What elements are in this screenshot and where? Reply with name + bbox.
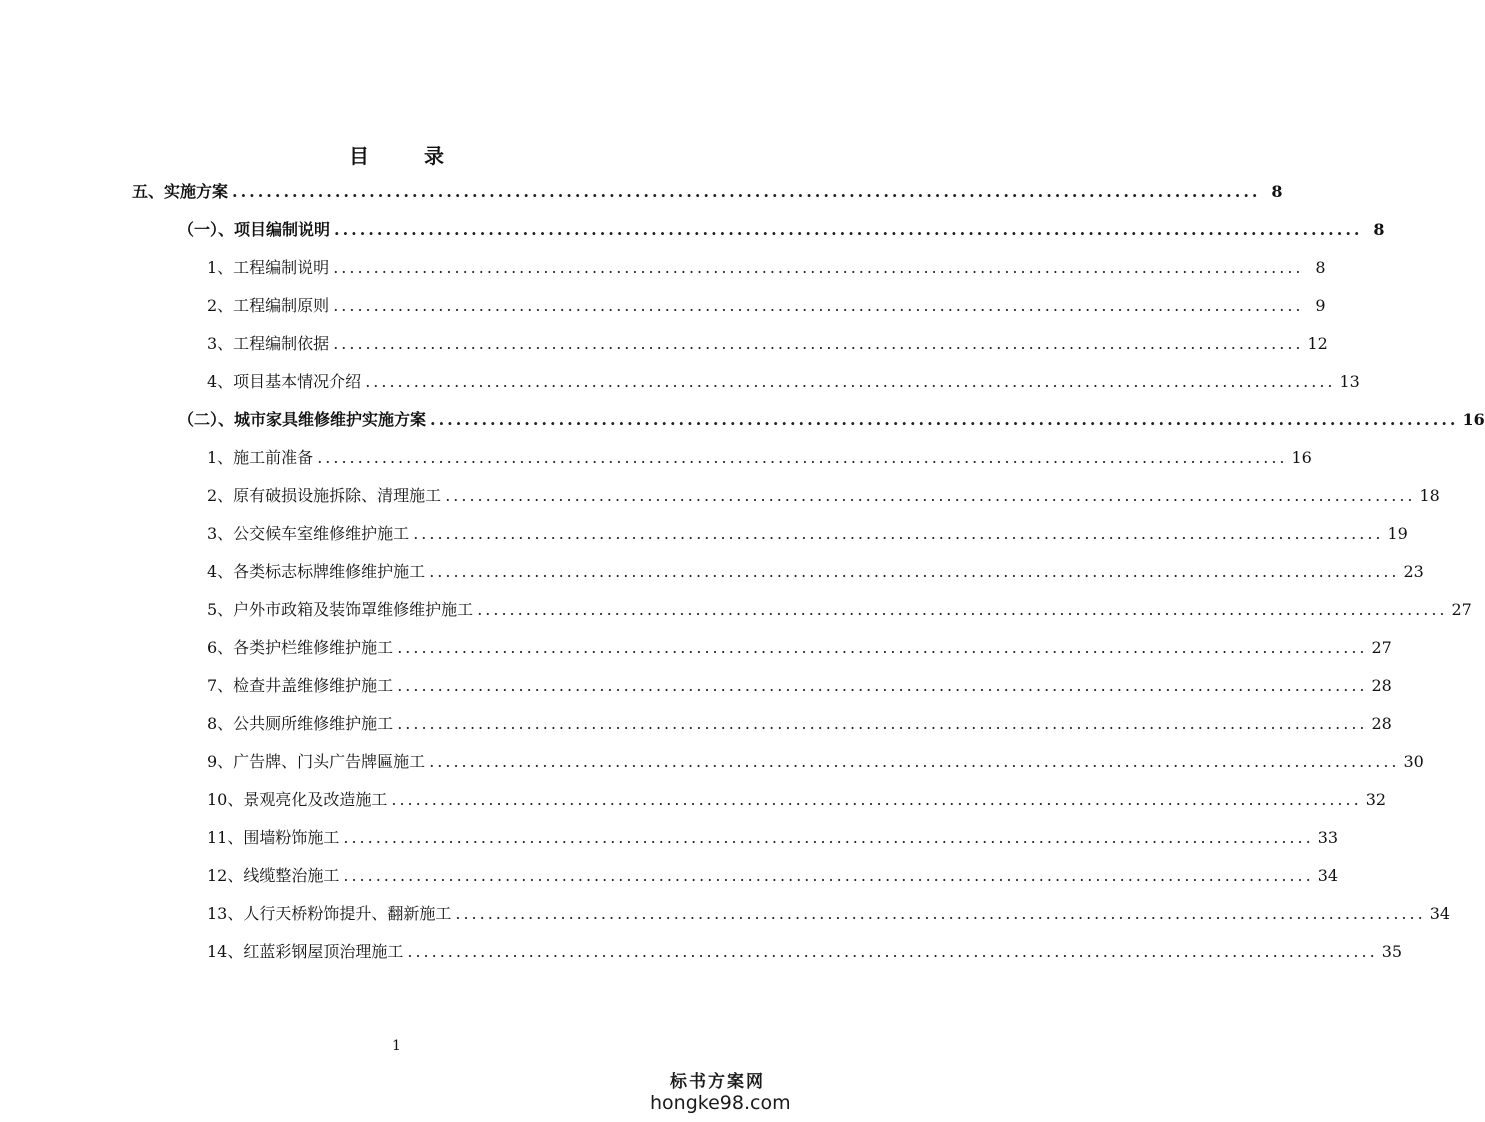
toc-dot-leader: ........................................................................................................................ [391, 790, 1362, 809]
toc-dot-leader: ........................................................................................................................ [429, 752, 1400, 771]
toc-entry-page: 16 [1462, 410, 1485, 429]
toc-dot-leader: ........................................................................................................................ [333, 296, 1304, 315]
toc-dot-leader: ........................................................................................................................ [365, 372, 1336, 391]
toc-entry-page: 19 [1387, 524, 1408, 543]
toc-dot-leader: ........................................................................................................................ [397, 714, 1368, 733]
watermark-url: hongke98.com [650, 1092, 791, 1114]
toc-entry-page: 8 [1271, 182, 1283, 201]
toc-dot-leader: ........................................................................................................................ [397, 638, 1368, 657]
toc-entry-label: 12、线缆整治施工 [207, 866, 340, 885]
toc-dot-leader: ........................................................................................................................ [232, 182, 1261, 201]
toc-entry-page: 9 [1315, 296, 1326, 315]
toc-entry-label: 7、检查井盖维修维护施工 [207, 676, 394, 695]
toc-entry[interactable] [207, 860, 1339, 892]
toc-entry[interactable] [207, 366, 1360, 398]
toc-entry[interactable] [207, 746, 1424, 778]
toc-entry-label: 3、公交候车室维修维护施工 [207, 524, 410, 543]
toc-entry-label: 14、红蓝彩钢屋顶治理施工 [207, 942, 404, 961]
toc-dot-leader: ........................................................................................................................ [333, 258, 1304, 277]
toc-entry-label: 五、实施方案 [132, 182, 229, 201]
toc-dot-leader: ........................................................................................................................ [477, 600, 1448, 619]
toc-entry-label: 1、工程编制说明 [207, 258, 330, 277]
toc-entry-label: （一）、项目编制说明 [178, 220, 331, 239]
toc-entry-page: 35 [1381, 942, 1403, 961]
toc-dot-leader: ........................................................................................................................ [413, 524, 1384, 543]
toc-entry-label: （二）、城市家具维修维护实施方案 [178, 410, 427, 429]
toc-entry[interactable] [132, 176, 1283, 208]
toc-dot-leader: ........................................................................................................................ [334, 220, 1363, 239]
watermark-name: 标书方案网 [670, 1072, 765, 1092]
toc-entry-page: 34 [1429, 904, 1451, 923]
toc-entry-page: 27 [1371, 638, 1392, 657]
toc-entry-label: 4、各类标志标牌维修维护施工 [207, 562, 426, 581]
watermark-logo [650, 1067, 791, 1114]
toc-entry-page: 13 [1339, 372, 1360, 391]
toc-entry-label: 1、施工前准备 [207, 448, 314, 467]
toc-entry[interactable] [207, 708, 1392, 740]
toc-entry[interactable] [178, 404, 1485, 436]
toc-entry[interactable] [207, 442, 1312, 474]
toc-dot-leader: ........................................................................................................................ [445, 486, 1416, 505]
toc-entry[interactable] [207, 822, 1339, 854]
toc-entry-label: 13、人行天桥粉饰提升、翻新施工 [207, 904, 452, 923]
toc-dot-leader: ........................................................................................................................ [343, 828, 1314, 847]
toc-entry-page: 16 [1291, 448, 1312, 467]
toc-entry-label: 6、各类护栏维修维护施工 [207, 638, 394, 657]
toc-entry[interactable] [207, 480, 1440, 512]
toc-entry[interactable] [207, 518, 1408, 550]
toc-entry-page: 23 [1403, 562, 1424, 581]
toc-entry-label: 3、工程编制依据 [207, 334, 330, 353]
toc-entry-page: 28 [1371, 714, 1392, 733]
toc-entry-label: 5、户外市政箱及装饰罩维修维护施工 [207, 600, 474, 619]
toc-entry[interactable] [178, 214, 1385, 246]
toc-dot-leader: ........................................................................................................................ [455, 904, 1426, 923]
toc-entry-label: 9、广告牌、门头广告牌匾施工 [207, 752, 426, 771]
toc-entry[interactable] [207, 328, 1328, 360]
toc-entry-page: 30 [1403, 752, 1424, 771]
toc-entry-label: 2、原有破损设施拆除、清理施工 [207, 486, 442, 505]
toc-entry[interactable] [207, 594, 1472, 626]
toc-entry-label: 8、公共厕所维修维护施工 [207, 714, 394, 733]
toc-entry-page: 33 [1317, 828, 1339, 847]
toc-dot-leader: ........................................................................................................................ [333, 334, 1304, 353]
toc-entry-page: 8 [1373, 220, 1385, 239]
toc-entry-page: 12 [1307, 334, 1328, 353]
toc-entry[interactable] [207, 556, 1424, 588]
toc-entry[interactable] [207, 898, 1451, 930]
toc-entry-label: 10、景观亮化及改造施工 [207, 790, 388, 809]
toc-dot-leader: ........................................................................................................................ [407, 942, 1378, 961]
page-number: 1 [392, 1038, 401, 1054]
toc-entry[interactable] [207, 784, 1387, 816]
toc-dot-leader: ........................................................................................................................ [343, 866, 1314, 885]
toc-entry-label: 11、围墙粉饰施工 [207, 828, 340, 847]
toc-dot-leader: ........................................................................................................................ [317, 448, 1288, 467]
toc-entry[interactable] [207, 936, 1403, 968]
toc-entry[interactable] [207, 252, 1326, 284]
toc-entry-label: 4、项目基本情况介绍 [207, 372, 362, 391]
toc-entry-label: 2、工程编制原则 [207, 296, 330, 315]
toc-dot-leader: ........................................................................................................................ [397, 676, 1368, 695]
toc-entry[interactable] [207, 632, 1392, 664]
toc-entry-page: 32 [1365, 790, 1387, 809]
toc-entry-page: 27 [1451, 600, 1472, 619]
toc-entry-page: 28 [1371, 676, 1392, 695]
toc-entry-page: 34 [1317, 866, 1339, 885]
toc-entry[interactable] [207, 290, 1326, 322]
toc-entry[interactable] [207, 670, 1392, 702]
toc-dot-leader: ........................................................................................................................ [429, 562, 1400, 581]
toc-dot-leader: ........................................................................................................................ [430, 410, 1459, 429]
toc-entry-page: 8 [1315, 258, 1326, 277]
toc-entry-page: 18 [1419, 486, 1440, 505]
page-title: 目 录 [349, 144, 468, 168]
